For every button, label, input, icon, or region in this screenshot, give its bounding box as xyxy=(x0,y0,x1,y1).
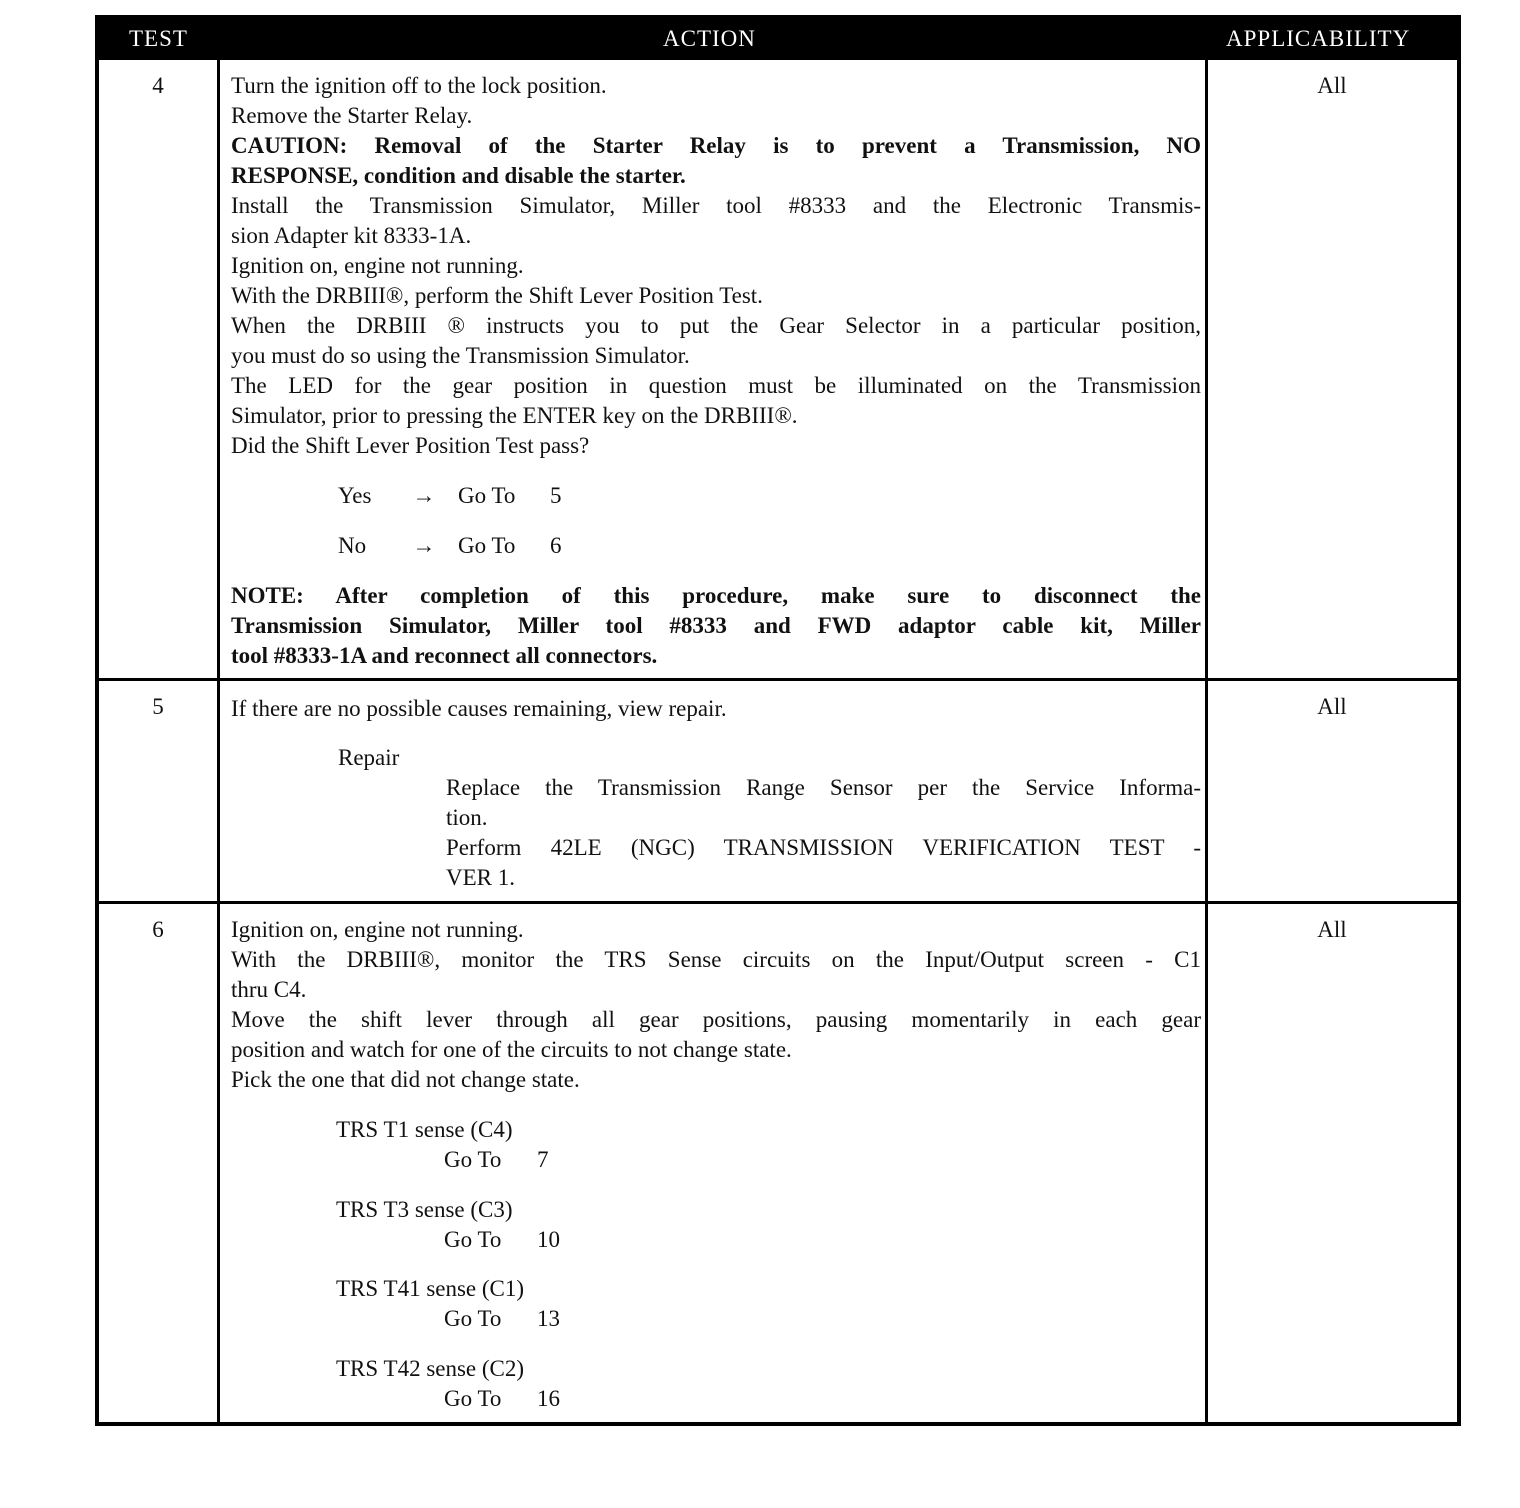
action-line: thru C4. xyxy=(231,977,307,1002)
note-text: tool #8333-1A and reconnect all connectors. xyxy=(231,643,658,668)
goto-target: 6 xyxy=(550,533,562,558)
goto-label: Go To xyxy=(444,1386,502,1411)
caution-text: RESPONSE, condition and disable the starter. xyxy=(231,163,686,188)
applicability-value: All xyxy=(1317,917,1347,942)
repair-step: tion. xyxy=(446,805,488,830)
test-number: 4 xyxy=(152,73,164,98)
goto-target: 7 xyxy=(537,1147,549,1172)
answer-label: No xyxy=(338,533,367,558)
action-line: If there are no possible causes remaining, view repair. xyxy=(231,696,727,721)
row-divider-2 xyxy=(99,901,1457,904)
table-header xyxy=(99,19,1457,60)
diagnostic-test-table xyxy=(95,15,1461,1426)
question-text: Did the Shift Lever Position Test pass? xyxy=(231,433,590,458)
option-goto xyxy=(444,1384,560,1414)
caution-text: CAUTION: Removal of the Starter Relay is to prevent a Transmission, NO xyxy=(231,133,1201,158)
option-goto xyxy=(444,1304,560,1334)
action-line: With the DRBIII®, monitor the TRS Sense circuits on the Input/Output screen - C1 xyxy=(231,947,1201,972)
note-text: Transmission Simulator, Miller tool #8333 and FWD adaptor cable kit, Miller xyxy=(231,613,1201,638)
goto-label: Go To xyxy=(458,533,516,558)
action-line: sion Adapter kit 8333-1A. xyxy=(231,223,472,248)
header-applicability: APPLICABILITY xyxy=(1226,26,1411,51)
answer-no xyxy=(338,531,562,561)
applicability-value: All xyxy=(1317,73,1347,98)
arrow-right-icon: → xyxy=(412,533,436,558)
option-label: TRS T1 sense (C4) xyxy=(336,1117,513,1142)
repair-step: Perform 42LE (NGC) TRANSMISSION VERIFICATION TEST - xyxy=(446,835,1201,860)
action-line: When the DRBIII ® instructs you to put the Gear Selector in a particular position, xyxy=(231,313,1201,338)
option-label: TRS T42 sense (C2) xyxy=(336,1356,525,1381)
action-line: Move the shift lever through all gear positions, pausing momentarily in each gear xyxy=(231,1007,1201,1032)
action-line: you must do so using the Transmission Simulator. xyxy=(231,343,690,368)
option-goto xyxy=(444,1145,549,1175)
goto-label: Go To xyxy=(458,483,516,508)
repair-heading: Repair xyxy=(338,745,400,770)
goto-label: Go To xyxy=(444,1227,502,1252)
option-label: TRS T41 sense (C1) xyxy=(336,1276,525,1301)
action-line: Ignition on, engine not running. xyxy=(231,917,524,942)
option-label: TRS T3 sense (C3) xyxy=(336,1197,513,1222)
answer-yes xyxy=(338,481,562,511)
repair-step: Replace the Transmission Range Sensor per the Service Informa- xyxy=(446,775,1201,800)
question-text: Pick the one that did not change state. xyxy=(231,1067,580,1092)
action-line: position and watch for one of the circuits to not change state. xyxy=(231,1037,792,1062)
goto-target: 16 xyxy=(537,1386,560,1411)
action-line: With the DRBIII®, perform the Shift Lever Position Test. xyxy=(231,283,763,308)
action-line: The LED for the gear position in question must be illuminated on the Transmission xyxy=(231,373,1201,398)
answer-label: Yes xyxy=(338,483,372,508)
action-line: Install the Transmission Simulator, Miller tool #8333 and the Electronic Transmis- xyxy=(231,193,1201,218)
action-line: Remove the Starter Relay. xyxy=(231,103,473,128)
header-action: ACTION xyxy=(663,26,756,51)
repair-step: VER 1. xyxy=(446,865,515,890)
header-test: TEST xyxy=(129,26,188,51)
goto-target: 5 xyxy=(550,483,562,508)
arrow-right-icon: → xyxy=(412,483,436,508)
test-number: 6 xyxy=(152,917,164,942)
goto-target: 10 xyxy=(537,1227,560,1252)
option-goto xyxy=(444,1225,560,1255)
column-divider-left xyxy=(217,60,220,1422)
action-line: Turn the ignition off to the lock position. xyxy=(231,73,607,98)
row-divider-1 xyxy=(99,678,1457,681)
action-line: Ignition on, engine not running. xyxy=(231,253,524,278)
test-number: 5 xyxy=(152,694,164,719)
column-divider-right xyxy=(1205,60,1208,1422)
goto-label: Go To xyxy=(444,1147,502,1172)
note-text: NOTE: After completion of this procedure, make sure to disconnect the xyxy=(231,583,1201,608)
action-line: Simulator, prior to pressing the ENTER key on the DRBIII®. xyxy=(231,403,798,428)
applicability-value: All xyxy=(1317,694,1347,719)
goto-target: 13 xyxy=(537,1306,560,1331)
goto-label: Go To xyxy=(444,1306,502,1331)
